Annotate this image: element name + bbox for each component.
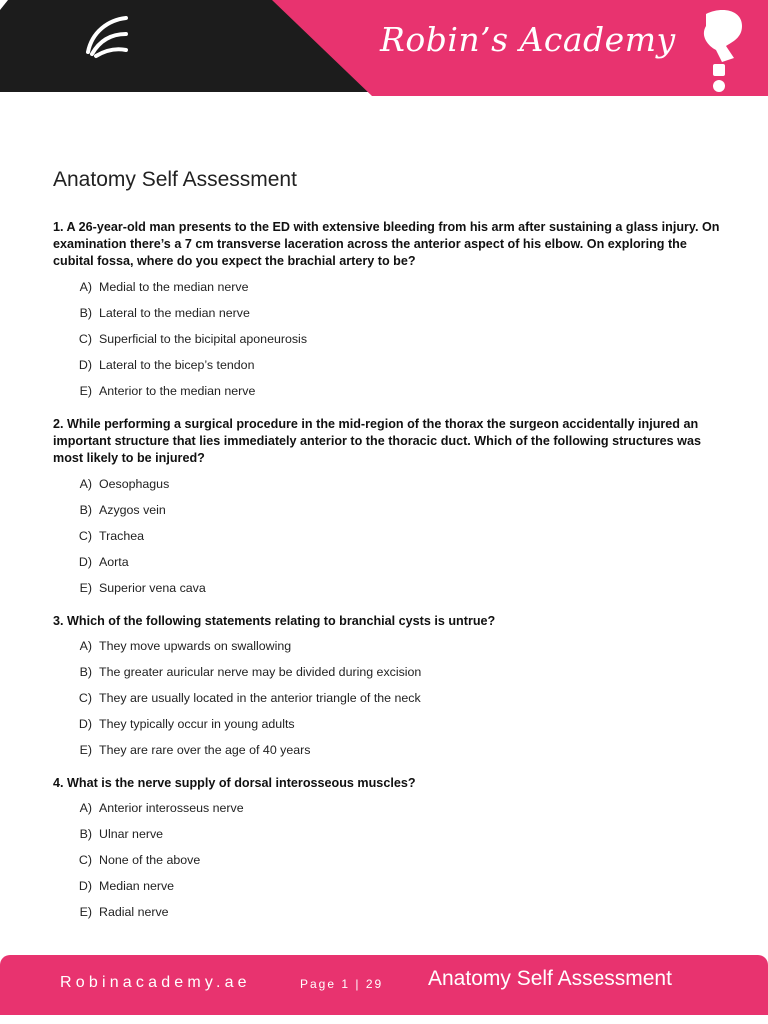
page-header	[0, 0, 768, 100]
question-4-options	[72, 801, 244, 931]
question-3-text: 3. Which of the following statements relating to branchial cysts is untrue?	[53, 614, 496, 628]
option-item: E) They are rare over the age of 40 years	[79, 743, 311, 757]
footer-site-link[interactable]: Robinacademy.ae	[60, 974, 251, 991]
option-item: D) Median nerve	[78, 879, 175, 893]
question-4-text: 4. What is the nerve supply of dorsal interosseous muscles?	[53, 776, 416, 790]
question-2-text: 2. While performing a surgical procedure in the mid-region of the thorax the surgeon accidentally injured an important structure that lies immediately anterior to the thoracic duct. Which of the following structures was most likely to be injured?	[53, 417, 701, 465]
option-item: D) Aorta	[78, 555, 129, 569]
option-item: A) Anterior interosseus nerve	[79, 801, 244, 815]
question-1-text: 1. A 26-year-old man presents to the ED with extensive bleeding from his arm after sustaining a glass injury. On examination there’s a 7 cm transverse laceration across the anterior aspect of his elbow. On exploring the cubital fossa, where do you expect the brachial artery to be?	[53, 220, 720, 268]
option-item: E) Superior vena cava	[79, 581, 206, 595]
footer-page-number: Page 1 | 29	[300, 977, 384, 991]
page-footer	[0, 955, 768, 1015]
option-item: C) They are usually located in the anterior triangle of the neck	[78, 691, 421, 705]
document-title: Anatomy Self Assessment	[53, 168, 297, 191]
option-item: B) Azygos vein	[79, 503, 166, 517]
option-item: A) Medial to the median nerve	[79, 280, 249, 294]
option-item: D) Lateral to the bicep’s tendon	[78, 358, 255, 372]
question-1-options	[72, 280, 307, 410]
question-3-options	[72, 639, 421, 769]
footer-title: Anatomy Self Assessment	[428, 967, 672, 990]
option-item: B) Ulnar nerve	[79, 827, 164, 841]
brand-name: Robin’s Academy	[380, 20, 676, 59]
option-item: E) Anterior to the median nerve	[79, 384, 256, 398]
question-2-options	[72, 477, 206, 607]
option-item: C) None of the above	[78, 853, 201, 867]
option-item: E) Radial nerve	[79, 905, 169, 919]
option-item: B) Lateral to the median nerve	[79, 306, 250, 320]
option-item: A) Oesophagus	[79, 477, 170, 491]
option-item: A) They move upwards on swallowing	[79, 639, 292, 653]
option-item: B) The greater auricular nerve may be divided during excision	[79, 665, 422, 679]
option-item: C) Trachea	[78, 529, 144, 543]
option-item: D) They typically occur in young adults	[78, 717, 295, 731]
option-item: C) Superficial to the bicipital aponeurosis	[78, 332, 308, 346]
